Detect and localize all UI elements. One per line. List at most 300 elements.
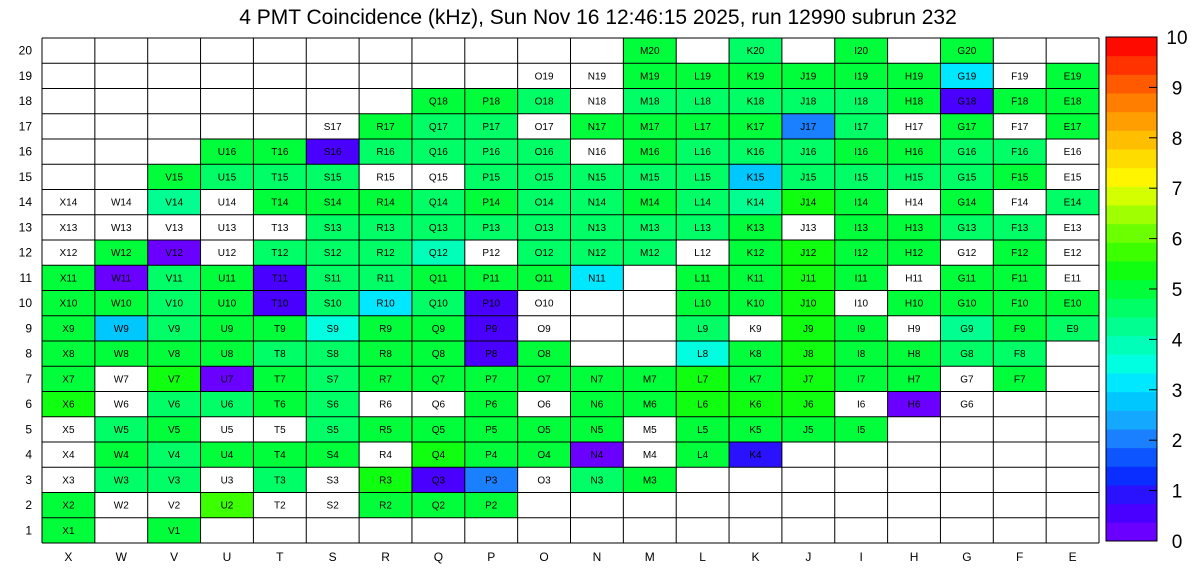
heatmap-cell [676, 518, 729, 543]
cell-label: J14 [800, 197, 817, 209]
heatmap-cell [729, 518, 782, 543]
heatmap-cell [623, 518, 676, 543]
cell-label: Q7 [431, 374, 446, 386]
cell-label: U12 [217, 248, 237, 260]
cell-label: R17 [376, 121, 395, 133]
cell-label: P6 [485, 399, 498, 411]
cell-label: K11 [746, 273, 765, 285]
heatmap-cell [518, 493, 571, 518]
cell-label: I15 [854, 172, 869, 184]
y-tick-label: 6 [25, 397, 32, 412]
cell-label: I10 [854, 298, 869, 310]
colorbar-segment [1106, 448, 1157, 467]
cell-label: X11 [59, 273, 77, 285]
heatmap-cell [42, 38, 95, 63]
x-tick-label: P [487, 550, 496, 564]
cell-label: O16 [534, 147, 554, 159]
cell-label: V7 [168, 374, 181, 386]
cell-label: Q16 [428, 147, 448, 159]
heatmap-cell [1046, 417, 1099, 442]
cell-label: S12 [323, 248, 342, 260]
heatmap-cell [623, 493, 676, 518]
colorbar-segment [1106, 205, 1157, 224]
cell-label: R16 [376, 147, 395, 159]
cell-label: E17 [1063, 121, 1082, 133]
x-tick-label: Q [433, 550, 444, 564]
cell-label: Q15 [428, 172, 448, 184]
cell-label: X7 [62, 374, 75, 386]
y-tick-label: 10 [18, 296, 32, 311]
cell-label: O5 [537, 424, 551, 436]
heatmap-cell [623, 316, 676, 341]
heatmap-cell [359, 63, 412, 88]
cell-label: K9 [749, 323, 762, 335]
heatmap-cell [623, 265, 676, 290]
heatmap-cell [412, 38, 465, 63]
colorbar-segment [1106, 429, 1157, 448]
cell-label: O4 [537, 450, 551, 462]
cell-label: O17 [534, 121, 554, 133]
cell-label: T16 [271, 147, 289, 159]
cell-label: E12 [1063, 248, 1082, 260]
cell-label: O14 [534, 197, 554, 209]
y-tick-label: 18 [18, 94, 32, 109]
heatmap-cell [676, 493, 729, 518]
heatmap-cell [888, 442, 941, 467]
cell-label: P9 [485, 323, 498, 335]
colorbar-segment [1106, 186, 1157, 205]
cell-label: H8 [907, 349, 921, 361]
cell-label: F9 [1013, 323, 1026, 335]
cell-label: E9 [1066, 323, 1079, 335]
cell-label: G11 [957, 273, 976, 285]
heatmap-cell [571, 341, 624, 366]
cell-label: U15 [217, 172, 237, 184]
cell-label: W4 [113, 450, 129, 462]
cell-label: Q5 [431, 424, 446, 436]
x-tick-label: R [381, 550, 390, 564]
heatmap-cell [571, 38, 624, 63]
cell-label: P16 [482, 147, 501, 159]
cell-label: P18 [482, 96, 501, 108]
y-tick-label: 7 [25, 371, 32, 386]
cell-label: K6 [749, 399, 762, 411]
cell-label: S9 [326, 323, 339, 335]
heatmap-cell [1046, 493, 1099, 518]
heatmap-cell [782, 467, 835, 492]
cell-label: U14 [217, 197, 237, 209]
x-tick-label: W [115, 550, 127, 564]
heatmap-cell [676, 467, 729, 492]
cell-label: X13 [59, 222, 78, 234]
heatmap-cell [95, 518, 148, 543]
cell-label: J18 [800, 96, 817, 108]
cell-label: H18 [904, 96, 924, 108]
heatmap-cell [148, 63, 201, 88]
cell-label: K8 [749, 349, 762, 361]
cell-label: F11 [1011, 273, 1028, 285]
cell-label: S6 [326, 399, 339, 411]
cell-label: J8 [803, 349, 814, 361]
x-tick-label: O [539, 550, 549, 564]
cell-label: L15 [694, 172, 711, 184]
heatmap-cell [940, 442, 993, 467]
cell-label: V5 [168, 424, 181, 436]
y-axis-tick-labels [19, 44, 33, 538]
cell-label: I8 [857, 349, 866, 361]
cell-label: W5 [113, 424, 129, 436]
cell-label: M12 [640, 248, 660, 260]
cell-label: K7 [749, 374, 762, 386]
cell-label: S8 [326, 349, 339, 361]
cell-label: F12 [1011, 248, 1029, 260]
cell-label: U13 [217, 222, 237, 234]
y-tick-label: 8 [25, 346, 32, 361]
cell-label: X12 [59, 248, 78, 260]
cell-label: O9 [537, 323, 551, 335]
heatmap-cell [1046, 38, 1099, 63]
cell-label: T14 [271, 197, 289, 209]
x-axis-tick-labels [64, 550, 1076, 564]
cell-label: X1 [62, 525, 75, 537]
heatmap-cell [1046, 341, 1099, 366]
cell-label: G15 [957, 172, 977, 184]
cell-label: M6 [642, 399, 657, 411]
y-tick-label: 1 [25, 523, 32, 538]
heatmap-cell [835, 493, 888, 518]
y-tick-label: 2 [25, 498, 32, 513]
cell-label: S11 [324, 273, 342, 285]
y-tick-label: 14 [18, 195, 32, 210]
cell-label: M14 [640, 197, 660, 209]
cell-label: N19 [587, 71, 607, 83]
cell-label: U5 [220, 424, 234, 436]
cell-label: N15 [587, 172, 607, 184]
cell-label: G13 [957, 222, 977, 234]
cell-label: X9 [62, 323, 75, 335]
heatmap-cell [940, 518, 993, 543]
cell-label: S17 [323, 121, 342, 133]
cell-label: R10 [376, 298, 395, 310]
y-tick-label: 17 [18, 119, 32, 134]
cell-label: E11 [1064, 273, 1082, 285]
cell-label: Q2 [431, 500, 446, 512]
colorbar-segment [1106, 261, 1157, 280]
cell-label: P13 [482, 222, 501, 234]
cell-label: E15 [1063, 172, 1082, 184]
x-tick-label: U [222, 550, 232, 564]
x-tick-label: G [962, 550, 972, 564]
colorbar-segment [1106, 93, 1157, 112]
cell-label: V15 [165, 172, 184, 184]
cell-label: T6 [273, 399, 286, 411]
heatmap-cell [993, 392, 1046, 417]
heatmap-cell [201, 518, 254, 543]
cell-label: R4 [379, 450, 392, 462]
cell-label: I18 [854, 96, 869, 108]
x-tick-label: F [1016, 550, 1024, 564]
cell-label: Q9 [431, 323, 446, 335]
cell-label: Q10 [428, 298, 448, 310]
x-tick-label: K [751, 550, 760, 564]
cell-label: L11 [694, 273, 711, 285]
cell-label: L19 [694, 71, 711, 83]
heatmap-cell [1046, 392, 1099, 417]
cell-label: K13 [746, 222, 765, 234]
cell-label: K15 [746, 172, 765, 184]
cell-label: G8 [960, 349, 974, 361]
cell-label: K20 [746, 46, 765, 58]
heatmap-cell [95, 114, 148, 139]
heatmap-cell [359, 89, 412, 114]
cell-label: H17 [904, 121, 924, 133]
heatmap-cell [888, 417, 941, 442]
cell-label: J7 [803, 374, 814, 386]
colorbar-segment [1106, 410, 1157, 429]
cell-label: S5 [326, 424, 339, 436]
cell-label: X4 [62, 450, 75, 462]
cell-label: F10 [1011, 298, 1029, 310]
heatmap-cell [465, 38, 518, 63]
y-tick-label: 3 [25, 472, 32, 487]
cell-label: S16 [323, 147, 342, 159]
cell-label: R5 [379, 424, 392, 436]
cell-label: H7 [907, 374, 921, 386]
cell-label: M16 [640, 147, 660, 159]
heatmap-cell [42, 139, 95, 164]
heatmap-cell [571, 316, 624, 341]
cell-label: E19 [1063, 71, 1082, 83]
cell-label: N18 [587, 96, 607, 108]
cell-label: O13 [534, 222, 554, 234]
cell-label: I19 [854, 71, 869, 83]
cell-label: N5 [590, 424, 604, 436]
cell-label: X8 [62, 349, 75, 361]
cell-label: S13 [323, 222, 342, 234]
cell-label: H9 [907, 323, 921, 335]
cell-label: T5 [273, 424, 286, 436]
cell-label: N16 [587, 147, 607, 159]
cell-label: E14 [1063, 197, 1082, 209]
cell-label: H6 [907, 399, 921, 411]
cell-label: P2 [485, 500, 498, 512]
cell-label: N7 [590, 374, 604, 386]
cell-label: X2 [62, 500, 75, 512]
cell-label: U2 [220, 500, 234, 512]
cell-label: H11 [905, 273, 923, 285]
cell-label: V10 [165, 298, 184, 310]
cell-label: M4 [642, 450, 657, 462]
heatmap-cell [782, 442, 835, 467]
cell-label: N17 [587, 121, 607, 133]
heatmap-cell [1046, 442, 1099, 467]
cell-label: R11 [376, 273, 395, 285]
cell-label: O15 [534, 172, 554, 184]
cell-label: J15 [800, 172, 817, 184]
cell-label: G18 [957, 96, 977, 108]
cell-label: J16 [800, 147, 817, 159]
cell-label: S3 [326, 475, 339, 487]
heatmap-cell [253, 89, 306, 114]
cell-label: W12 [110, 248, 132, 260]
heatmap-cell [782, 493, 835, 518]
heatmap-cell [201, 38, 254, 63]
colorbar-tick-label: 9 [1171, 78, 1183, 100]
cell-label: W6 [113, 399, 129, 411]
cell-label: P5 [485, 424, 498, 436]
heatmap-cell [95, 38, 148, 63]
cell-label: V2 [168, 500, 181, 512]
x-tick-label: E [1068, 550, 1077, 564]
cell-label: L4 [697, 450, 709, 462]
cell-label: U9 [220, 323, 234, 335]
cell-label: W7 [113, 374, 129, 386]
cell-label: S15 [323, 172, 342, 184]
heatmap-cell [148, 89, 201, 114]
colorbar-tick-labels [1166, 28, 1187, 553]
cell-label: L9 [697, 323, 709, 335]
heatmap-cell [782, 518, 835, 543]
heatmap-cell [993, 518, 1046, 543]
cell-label: F17 [1011, 121, 1029, 133]
cell-label: R2 [379, 500, 392, 512]
y-tick-label: 15 [18, 169, 32, 184]
heatmap-cell [993, 467, 1046, 492]
cell-label: K12 [746, 248, 765, 260]
colorbar-tick-label: 8 [1171, 128, 1183, 150]
cell-label: U11 [218, 273, 236, 285]
heatmap-cell [359, 518, 412, 543]
heatmap-cell [306, 38, 359, 63]
cell-label: P11 [482, 273, 500, 285]
cell-label: W2 [113, 500, 129, 512]
y-tick-label: 19 [18, 68, 32, 83]
heatmap-cell [729, 493, 782, 518]
heatmap-cell [571, 493, 624, 518]
cell-label: G9 [960, 323, 974, 335]
colorbar-segment [1106, 168, 1157, 187]
cell-label: U10 [217, 298, 237, 310]
cell-label: O6 [537, 399, 551, 411]
cell-label: F14 [1011, 197, 1029, 209]
cell-label: N13 [587, 222, 607, 234]
colorbar-segment [1106, 298, 1157, 317]
y-tick-label: 5 [25, 422, 32, 437]
cell-label: R9 [379, 323, 392, 335]
heatmap-cell [253, 518, 306, 543]
cell-label: N6 [590, 399, 604, 411]
heatmap-cell [148, 139, 201, 164]
cell-label: H16 [904, 147, 924, 159]
cell-label: O10 [534, 298, 554, 310]
cell-label: T3 [273, 475, 286, 487]
cell-label: T10 [271, 298, 289, 310]
cell-label: P4 [485, 450, 498, 462]
heatmap-cell [518, 38, 571, 63]
cell-label: H14 [904, 197, 924, 209]
cell-label: R7 [379, 374, 392, 386]
heatmap-cell [148, 114, 201, 139]
cell-label: N11 [588, 273, 606, 285]
heatmap-cell [412, 63, 465, 88]
cell-label: P12 [482, 248, 501, 260]
colorbar-segment [1106, 485, 1157, 504]
cell-label: E10 [1063, 298, 1082, 310]
cell-label: R6 [379, 399, 392, 411]
cell-label: P14 [482, 197, 501, 209]
cell-label: K16 [746, 147, 765, 159]
cell-label: K19 [746, 71, 765, 83]
colorbar-tick-label: 2 [1171, 431, 1183, 453]
cell-label: O19 [534, 71, 554, 83]
cell-label: P17 [482, 121, 501, 133]
colorbar-segment [1106, 392, 1157, 411]
cell-label: M7 [642, 374, 657, 386]
cell-label: R12 [376, 248, 395, 260]
heatmap-cell [1046, 518, 1099, 543]
heatmap-cell [835, 518, 888, 543]
cell-label: W3 [113, 475, 129, 487]
cell-label: T7 [273, 374, 286, 386]
cell-label: T12 [271, 248, 289, 260]
cell-label: T4 [273, 450, 286, 462]
cell-label: I17 [854, 121, 869, 133]
heatmap-cell [993, 493, 1046, 518]
cell-label: Q3 [431, 475, 446, 487]
colorbar-tick-label: 10 [1166, 28, 1188, 49]
cell-label: I16 [854, 147, 869, 159]
heatmap-cell [835, 467, 888, 492]
cell-label: M18 [640, 96, 660, 108]
cell-label: L13 [694, 222, 711, 234]
cell-label: S2 [326, 500, 339, 512]
cell-label: J5 [803, 424, 814, 436]
cell-label: E16 [1063, 147, 1082, 159]
cell-label: Q12 [428, 248, 448, 260]
cell-label: I12 [854, 248, 869, 260]
colorbar-segment [1106, 354, 1157, 373]
colorbar-segment [1106, 504, 1157, 523]
cell-label: Q6 [431, 399, 446, 411]
heatmap-cell [95, 139, 148, 164]
x-tick-label: V [170, 550, 179, 564]
cell-label: L16 [694, 147, 711, 159]
heatmap-cell [1046, 467, 1099, 492]
colorbar-tick-label: 3 [1171, 380, 1183, 402]
cell-label: S14 [323, 197, 342, 209]
heatmap-cell [201, 89, 254, 114]
heatmap-cell [729, 467, 782, 492]
y-tick-label: 12 [18, 245, 32, 260]
heatmap-cell [42, 63, 95, 88]
cell-label: V8 [168, 349, 181, 361]
cell-label: K14 [746, 197, 765, 209]
cell-label: R8 [379, 349, 392, 361]
colorbar-segment [1106, 74, 1157, 93]
cell-label: Q11 [429, 273, 448, 285]
cell-label: P15 [482, 172, 501, 184]
colorbar-tick-label: 4 [1171, 330, 1183, 352]
cell-label: W14 [110, 197, 132, 209]
cell-label: J9 [803, 323, 814, 335]
cell-label: U7 [220, 374, 234, 386]
x-tick-label: I [859, 550, 863, 564]
cell-label: L6 [697, 399, 709, 411]
cell-label: H12 [904, 248, 924, 260]
heatmap-cell [940, 417, 993, 442]
colorbar-tick-label: 1 [1171, 481, 1183, 503]
colorbar-tick-label: 6 [1171, 229, 1183, 251]
